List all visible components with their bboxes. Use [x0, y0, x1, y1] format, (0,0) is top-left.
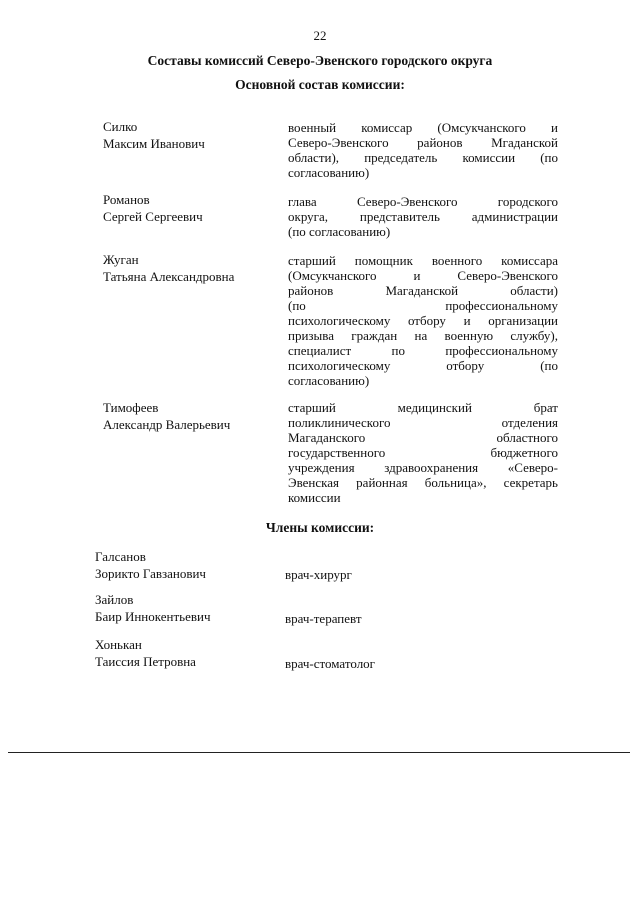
footer-divider — [8, 752, 630, 753]
member-given-name: Максим Иванович — [103, 135, 205, 151]
member-name — [103, 400, 273, 433]
main-section-title: Основной состав комиссии: — [235, 77, 405, 92]
description-line: военный комиссар (Омсукчанского и — [288, 120, 558, 135]
description-line: области), председатель комиссии (по — [288, 150, 558, 165]
description-line: районов Магаданской области) — [288, 283, 558, 298]
description-line: Магаданского областного — [288, 430, 558, 445]
description-line: старший помощник военного комиссара — [288, 253, 558, 268]
member-given-name: Баир Иннокентьевич — [95, 608, 211, 624]
description-line: призыва граждан на военную службу), — [288, 328, 558, 343]
document-title: Составы комиссий Северо-Эвенского городского округа — [147, 53, 493, 68]
member-name — [103, 192, 273, 225]
member-given-name: Таиссия Петровна — [95, 653, 196, 669]
commission-member-name — [95, 549, 295, 582]
description-line: Северо-Эвенского районов Мгаданской — [288, 135, 558, 150]
member-role: врач-хирург — [285, 567, 352, 582]
page-number: 22 — [313, 28, 327, 43]
member-surname: Романов — [103, 192, 150, 207]
description-line: поликлинического отделения — [288, 415, 558, 430]
description-line: (Омсукчанского и Северо-Эвенского — [288, 268, 558, 283]
member-role: врач-терапевт — [285, 611, 362, 626]
member-role: врач-стоматолог — [285, 656, 376, 671]
description-line: глава Северо-Эвенского городского — [288, 194, 558, 209]
member-given-name: Александр Валерьевич — [103, 416, 231, 432]
member-surname: Жуган — [103, 252, 139, 267]
description-line: старший медицинский брат — [288, 400, 558, 415]
description-line: согласованию) — [288, 165, 370, 180]
commission-member-name — [95, 592, 295, 625]
description-line: комиссии — [288, 490, 341, 505]
member-surname: Тимофеев — [103, 400, 159, 415]
member-name — [103, 252, 273, 285]
description-line: (по согласованию) — [288, 224, 391, 239]
member-surname: Силко — [103, 119, 138, 134]
members-section-title: Члены комиссии: — [265, 520, 375, 535]
member-surname: Зайлов — [95, 592, 134, 607]
member-surname: Хонькан — [95, 637, 142, 652]
member-description — [288, 400, 558, 505]
description-line: (по профессиональному — [288, 298, 558, 313]
description-line: Эвенская районная больница», секретарь — [288, 475, 558, 490]
member-description — [288, 194, 558, 239]
member-surname: Галсанов — [95, 549, 146, 564]
description-line: специалист по профессиональному — [288, 343, 558, 358]
description-line: согласованию) — [288, 373, 370, 388]
description-line: округа, представитель администрации — [288, 209, 558, 224]
member-description — [288, 120, 558, 180]
member-given-name: Татьяна Александровна — [103, 268, 235, 284]
description-line: государственного бюджетного — [288, 445, 558, 460]
member-name — [103, 119, 273, 152]
description-line: психологическому отбору (по — [288, 358, 558, 373]
member-description — [288, 253, 558, 388]
description-line: психологическому отбору и организации — [288, 313, 558, 328]
member-given-name: Зорикто Гавзанович — [95, 565, 206, 581]
description-line: учреждения здравоохранения «Северо- — [288, 460, 558, 475]
member-given-name: Сергей Сергеевич — [103, 208, 203, 224]
commission-member-name — [95, 637, 295, 670]
